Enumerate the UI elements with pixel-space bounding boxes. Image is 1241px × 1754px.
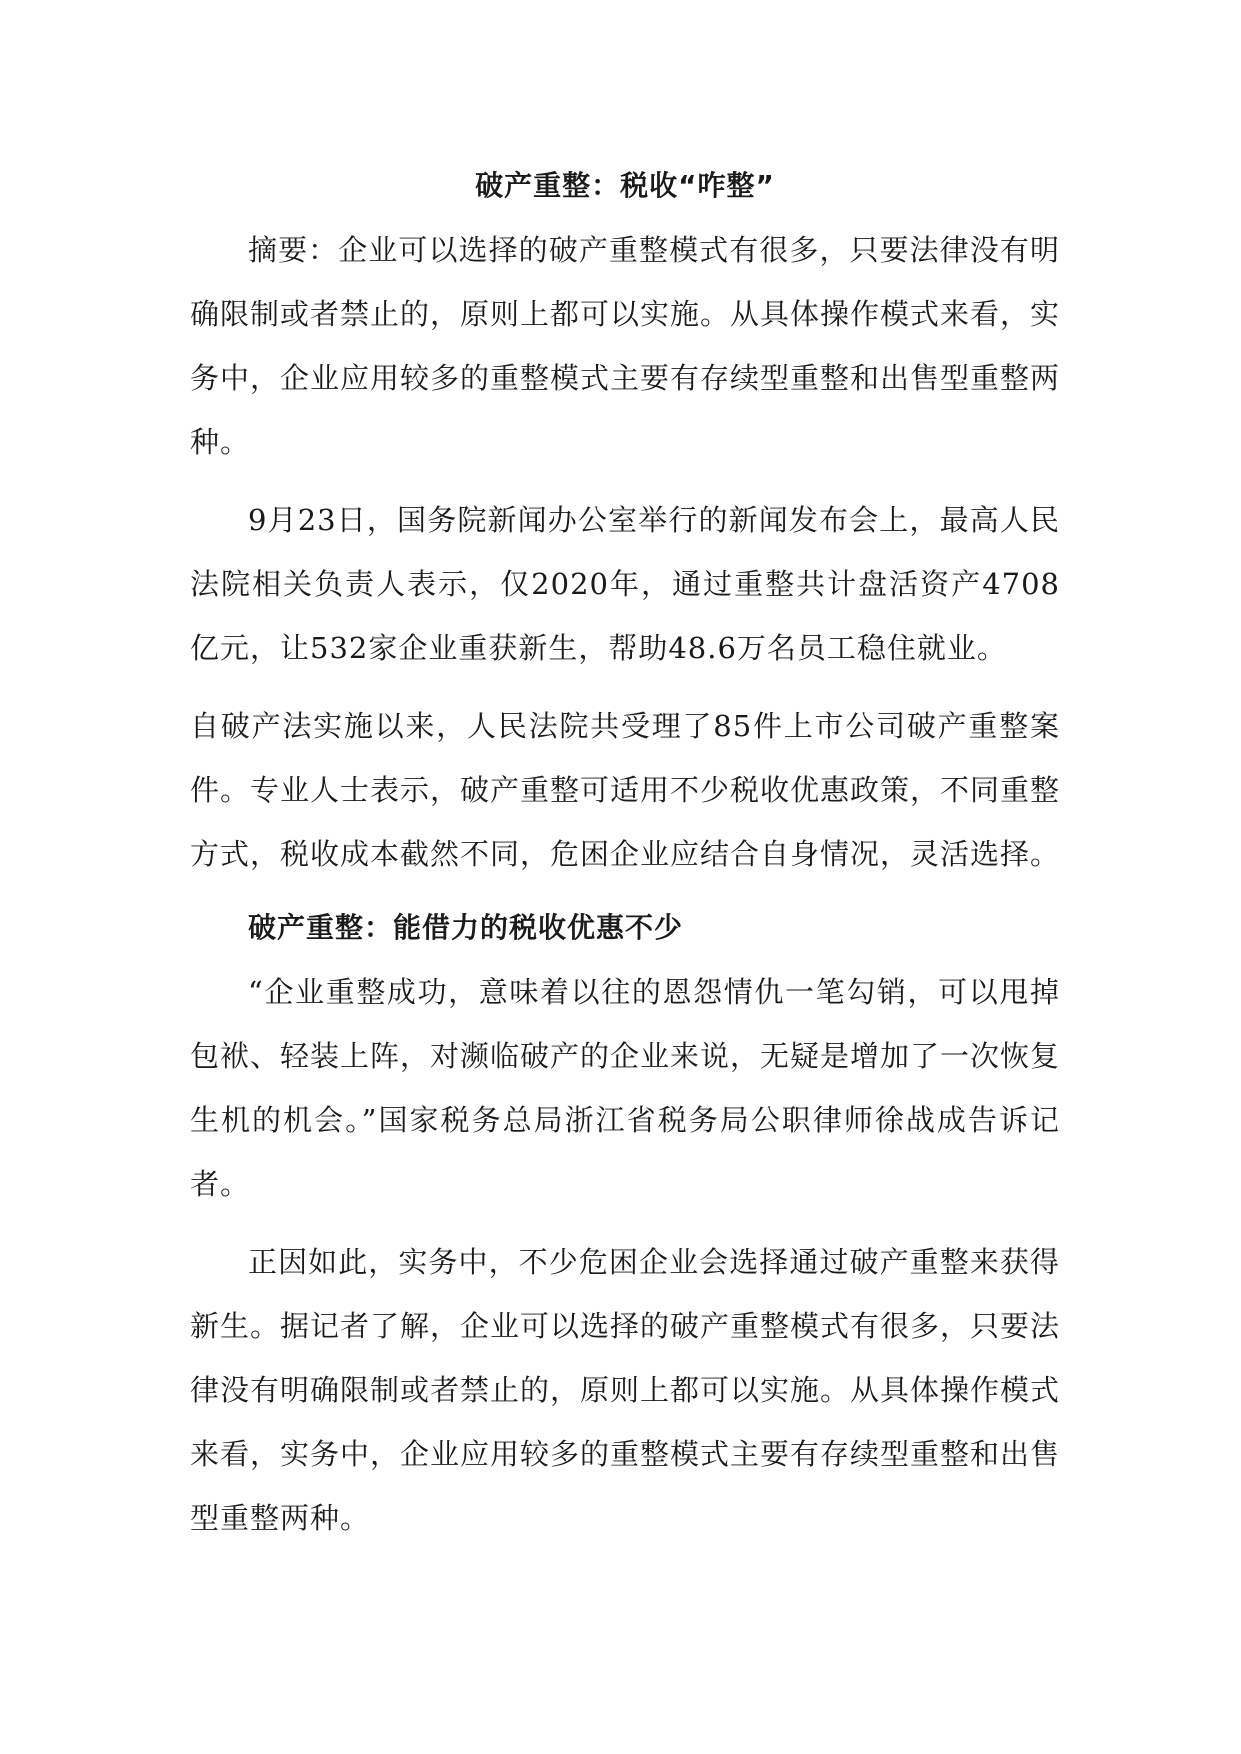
section-heading: 破产重整：能借力的税收优惠不少 — [248, 911, 684, 944]
body-paragraph-2: 自破产法实施以来，人民法院共受理了85件上市公司破产重整案件。专业人士表示，破产重整可适用不少税收优惠政策，不同重整方式，税收成本截然不同，危困企业应结合自身情况，灵活选择。 — [190, 709, 1061, 871]
document-title: 破产重整：税收“咋整” — [475, 169, 775, 202]
body-paragraph-4: 正因如此，实务中，不少危困企业会选择通过破产重整来获得新生。据记者了解，企业可以选择的破产重整模式有很多，只要法律没有明确限制或者禁止的，原则上都可以实施。从具体操作模式来看，实务中，企业应用较多的重整模式主要有存续型重整和出售型重整两种。 — [190, 1245, 1061, 1535]
abstract-paragraph: 摘要：企业可以选择的破产重整模式有很多，只要法律没有明确限制或者禁止的，原则上都可以实施。从具体操作模式来看，实务中，企业应用较多的重整模式主要有存续型重整和出售型重整两种。 — [190, 233, 1061, 459]
document-page — [190, 150, 1060, 1564]
body-paragraph-3: “企业重整成功，意味着以往的恩怨情仇一笔勾销，可以甩掉包袱、轻装上阵，对濒临破产的企业来说，无疑是增加了一次恢复生机的机会。”国家税务总局浙江省税务局公职律师徐战成告诉记者。 — [190, 975, 1061, 1201]
body-paragraph-1: 9月23日，国务院新闻办公室举行的新闻发布会上，最高人民法院相关负责人表示，仅2020年，通过重整共计盘活资产4708亿元，让532家企业重获新生，帮助48.6万名员工稳住就业。 — [190, 503, 1060, 665]
